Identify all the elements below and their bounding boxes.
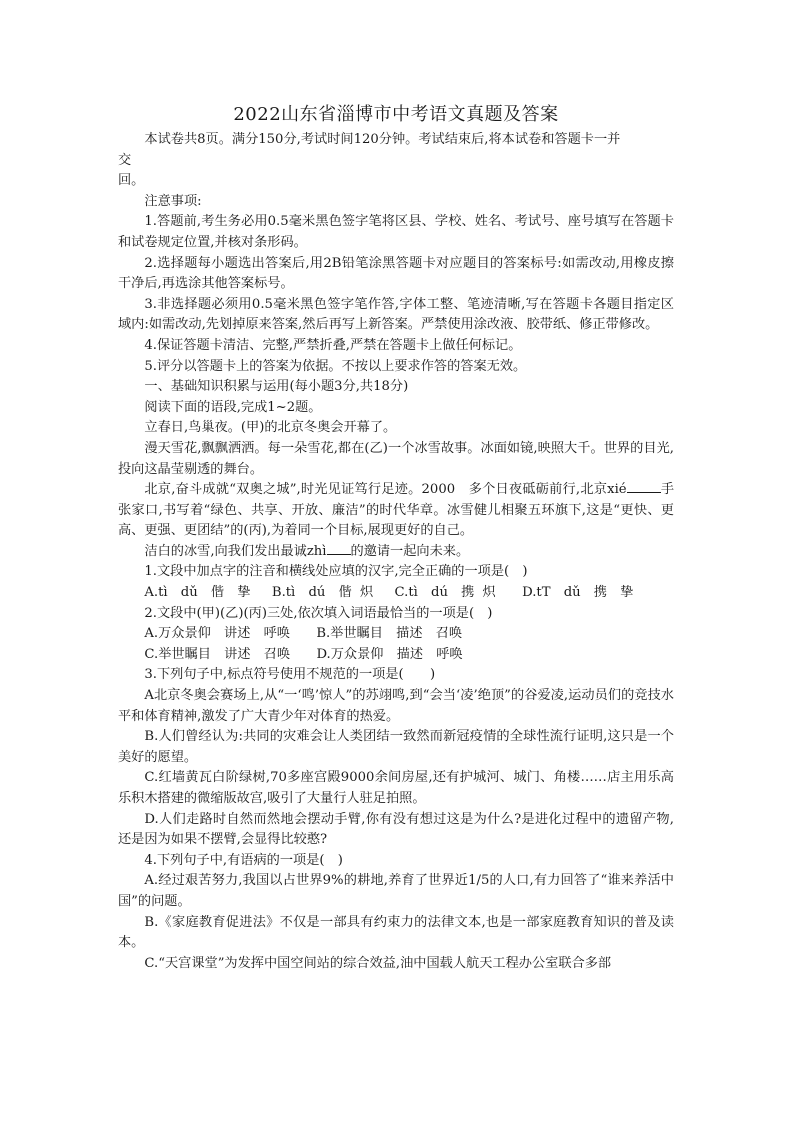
question-2: 2.文段中(甲)(乙)(丙)三处,依次填入词语最恰当的一项是( ) [144, 605, 493, 621]
question-2-options-cd: C.举世瞩目 讲述 召唤 D.万众景仰 描述 呼唤 [144, 646, 463, 662]
question-3-option-b: B.人们曾经认为:共同的灾难会让人类团结一致然而新冠疫情的全球性流行证明,这只是一个美好的愿望。 [118, 729, 674, 765]
question-3-option-a: A北京冬奥会赛场上,从“一‘鸣’惊人”的苏翊鸣,到“会当‘凌’绝顶”的谷爱凌,运动员们的竞技水平和体育精神,激发了广大青少年对体育的热爱。 [118, 688, 674, 724]
note-5: 5.评分以答题卡上的答案为依据。不按以上要求作答的答案无效。 [144, 358, 527, 374]
question-3-option-c: C.红墙黄瓦白阶绿树,70多座宫殿9000余间房屋,还有护城河、城门、角楼……店主用乐高乐积木搭建的微缩版故宫,吸引了大量行人驻足拍照。 [118, 770, 674, 806]
intro-line: 本试卷共8页。满分150分,考试时间120分钟。考试结束后,将本试卷和答题卡一并 [144, 132, 621, 147]
question-4-option-b: B.《家庭教育促进法》不仅是一部具有约束力的法律文本,也是一部家庭教育知识的普及读本。 [118, 914, 674, 951]
section-heading: 一、基础知识积累与运用(每小题3分,共18分) [144, 379, 409, 395]
intro-wrap-1: 交 [118, 152, 132, 168]
passage-para-3-part-b: 手张家口,书写着“绿色、共享、开放、廉洁”的时代华章。冰雪健儿相聚五环旗下,这是“更快、更高、更强、更团结”的(丙),为着同一个目标,展现更好的自己。 [118, 482, 675, 539]
page-title: 2022山东省淄博市中考语文真题及答案 [233, 104, 559, 125]
question-4-option-a: A.经过艰苦努力,我国以占世界9%的耕地,养育了世界近1/5的人口,有力回答了“谁来养活中国”的问题。 [118, 873, 674, 909]
note-2: 2.选择题每小题选出答案后,用2B铅笔涂黑答题卡对应题目的答案标号:如需改动,用橡皮擦干净后,再选涂其他答案标号。 [118, 255, 674, 292]
notes-heading: 注意事项: [144, 193, 202, 209]
passage-para-3 [118, 480, 674, 542]
note-3: 3.非选择题必须用0.5毫米黑色签字笔作答,字体工整、笔迹清晰,写在答题卡各题目指定区域内:如需改动,先划掉原来答案,然后再写上新答案。严禁使用涂改液、胶带纸、修正带修改。 [118, 296, 674, 333]
passage-para-1: 立春日,鸟巢夜。(甲)的北京冬奥会开幕了。 [144, 420, 397, 436]
passage-para-2: 漫天雪花,飘飘洒洒。每一朵雪花,都在(乙)一个冰雪故事。冰面如镜,映照大千。世界的目光,投向这晶莹剔透的舞台。 [118, 440, 674, 477]
question-3-option-d: D.人们走路时自然而然地会摆动手臂,你有没有想过这是为什么?是进化过程中的遗留产物,还是因为如果不摆臂,会显得比较憨? [118, 811, 674, 848]
passage-para-4-part-a: 洁白的冰雪,向我们发出最诚zhì [144, 543, 327, 559]
document-page [118, 102, 674, 974]
fill-blank-zhi [327, 542, 351, 555]
passage-para-3-part-a: 北京,奋斗成就“双奥之城”,时光见证笃行足迹。2000 多个日夜砥砺前行,北京xié [144, 482, 627, 498]
question-2-options-ab: A.万众景仰 讲述 呼唤 B.举世瞩目 描述 召唤 [144, 626, 463, 642]
question-1: 1.文段中加点字的注音和横线处应填的汉字,完全正确的一项是( ) [144, 564, 528, 580]
reading-prompt: 阅读下面的语段,完成1~2题。 [144, 399, 322, 415]
question-1-options: A.tì dǔ 偕 挚 B.tì dú 偕 炽 C.tì dú 携 炽 D.tT dǔ 携 挚 [144, 585, 634, 601]
passage-para-4-part-b: 的邀请一起向未来。 [350, 543, 470, 559]
intro-wrap-2: 回。 [118, 173, 145, 189]
question-4: 4.下列句子中,有语病的一项是( ) [144, 852, 343, 868]
fill-blank-xie [627, 480, 661, 493]
passage-para-4 [118, 542, 674, 563]
question-3: 3.下列句子中,标点符号使用不规范的一项是( ) [144, 667, 436, 683]
question-4-option-c: C.“天宫课堂”为发挥中国空间站的综合效益,油中国载人航天工程办公室联合多部 [144, 955, 612, 971]
note-1: 1.答题前,考生务必用0.5毫米黑色签字笔将区县、学校、姓名、考试号、座号填写在答题卡和试卷规定位置,并核对条形码。 [118, 214, 674, 250]
note-4: 4.保证答题卡清洁、完整,严禁折叠,严禁在答题卡上做任何标记。 [144, 337, 522, 353]
